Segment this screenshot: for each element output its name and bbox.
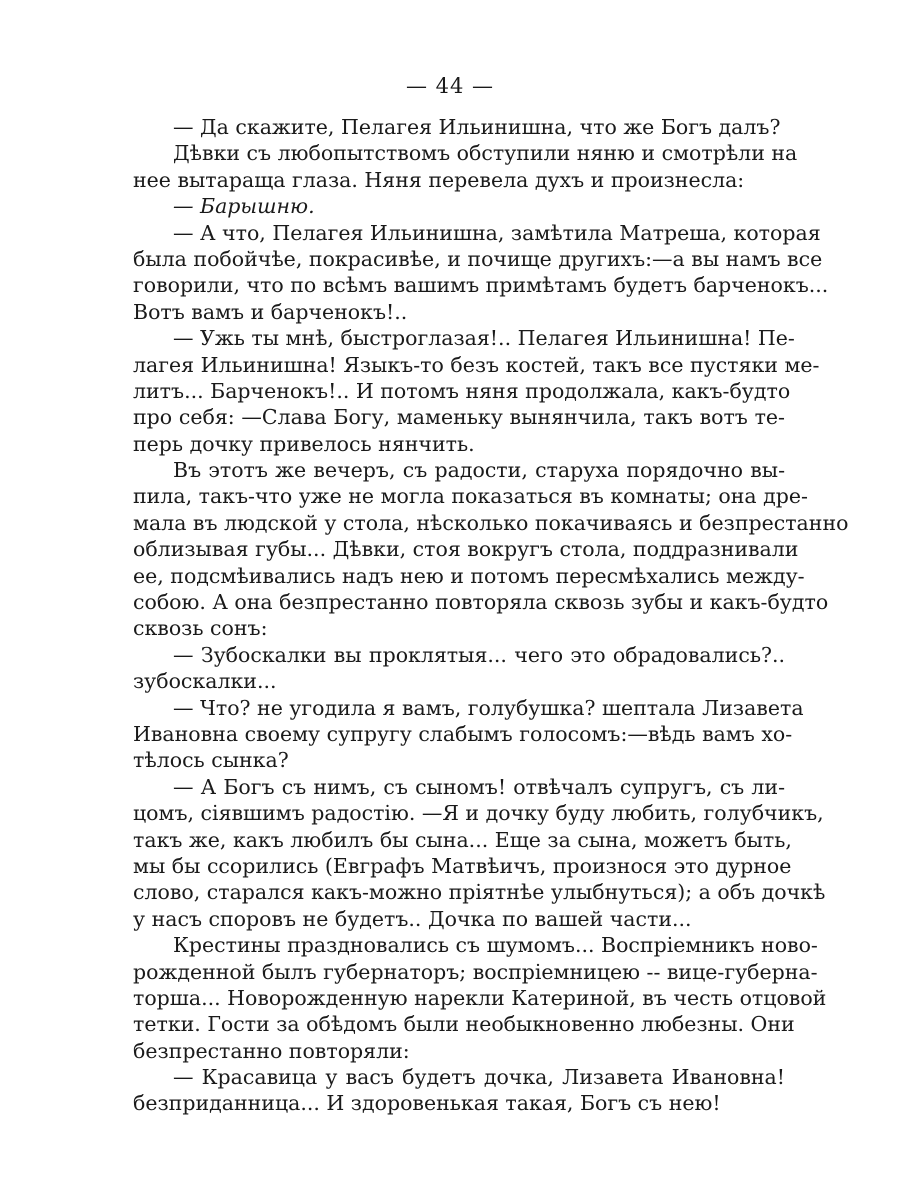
text-line: торша... Новорожденную нарекли Катериной, въ честь отцовой bbox=[133, 985, 827, 1010]
text-line: — А Богъ съ нимъ, съ сыномъ! отвѣчалъ супругъ, съ ли- bbox=[173, 774, 785, 799]
text-line: Ивановна своему супругу слабымъ голосомъ:—вѣдь вамъ хо- bbox=[133, 721, 793, 746]
text-line: сквозь сонъ: bbox=[133, 616, 268, 641]
text-line: нее вытараща глаза. Няня перевела духъ и произнесла: bbox=[133, 167, 745, 192]
text-line: ее, подсмѣивались надъ нею и потомъ пересмѣхались между- bbox=[133, 563, 805, 588]
text-line: Крестины праздновались съ шумомъ... Воспріемникъ ново- bbox=[173, 933, 818, 958]
text-line: тѣлось сынка? bbox=[133, 748, 289, 773]
text-line: безприданница... И здоровенькая такая, Богъ съ нею! bbox=[133, 1091, 721, 1116]
text-line: слово, старался какъ-можно пріятнѣе улыбнуться); а объ дочкѣ bbox=[133, 880, 826, 905]
text-line: — Барышню. bbox=[173, 194, 315, 219]
text-line: была побойчѣе, покрасивѣе, и почище другихъ:—а вы намъ все bbox=[133, 246, 823, 271]
text-line: — Зубоскалки вы проклятыя... чего это обрадовались?.. bbox=[173, 642, 785, 667]
body-text bbox=[133, 114, 849, 1117]
text-line: Вотъ вамъ и барченокъ!.. bbox=[133, 299, 408, 324]
text-line: перь дочку привелось нянчить. bbox=[133, 431, 475, 456]
text-line: — Да скажите, Пелагея Ильинишна, что же Богъ далъ? bbox=[173, 115, 781, 139]
text-line: — Красавица у васъ будетъ дочка, Лизавета Ивановна! bbox=[173, 1065, 785, 1090]
page-number: — 44 — bbox=[405, 74, 495, 98]
text-line: у насъ споровъ не будетъ.. Дочка по вашей части... bbox=[133, 906, 692, 931]
text-line: говорили, что по всѣмъ вашимъ примѣтамъ будетъ барченокъ... bbox=[133, 273, 829, 298]
text-line: Дѣвки съ любопытствомъ обступили няню и смотрѣли на bbox=[173, 141, 798, 166]
text-line: цомъ, сіявшимъ радостію. —Я и дочку буду любить, голубчикъ, bbox=[133, 801, 824, 826]
text-line: лагея Ильинишна! Языкъ-то безъ костей, такъ все пустяки ме- bbox=[133, 352, 820, 377]
text-line: зубоскалки... bbox=[133, 669, 277, 694]
text-line: про себя: —Слава Богу, маменьку вынянчила, такъ вотъ те- bbox=[133, 405, 785, 430]
text-line: собою. А она безпрестанно повторяла сквозь зубы и какъ-будто bbox=[133, 590, 829, 615]
text-line: — Ужь ты мнѣ, быстроглазая!.. Пелагея Ильинишна! Пе- bbox=[173, 326, 795, 351]
text-line: пила, такъ-что уже не могла показаться въ комнаты; она дре- bbox=[133, 484, 808, 509]
text-line: облизывая губы... Дѣвки, стоя вокругъ стола, поддразнивали bbox=[133, 537, 799, 562]
text-line: безпрестанно повторяли: bbox=[133, 1038, 410, 1063]
text-line: Въ этотъ же вечеръ, съ радости, старуха порядочно вы- bbox=[173, 458, 785, 483]
text-line: — Что? не угодила я вамъ, голубушка? шептала Лизавета bbox=[173, 695, 804, 720]
text-line: рожденной былъ губернаторъ; воспріемницею -- вице-губерна- bbox=[133, 959, 818, 984]
text-line: литъ... Барченокъ!.. И потомъ няня продолжала, какъ-будто bbox=[133, 378, 791, 403]
text-line: тетки. Гости за обѣдомъ были необыкновенно любезны. Они bbox=[133, 1012, 795, 1037]
text-line: такъ же, какъ любилъ бы сына... Еще за сына, можетъ быть, bbox=[133, 827, 792, 852]
text-line: мала въ людской у стола, нѣсколько покачиваясь и безпрестанно bbox=[133, 510, 849, 535]
text-line: мы бы ссорились (Евграфъ Матвѣичъ, произнося это дурное bbox=[133, 853, 792, 878]
text-line: — А что, Пелагея Ильинишна, замѣтила Матреша, которая bbox=[173, 220, 821, 245]
